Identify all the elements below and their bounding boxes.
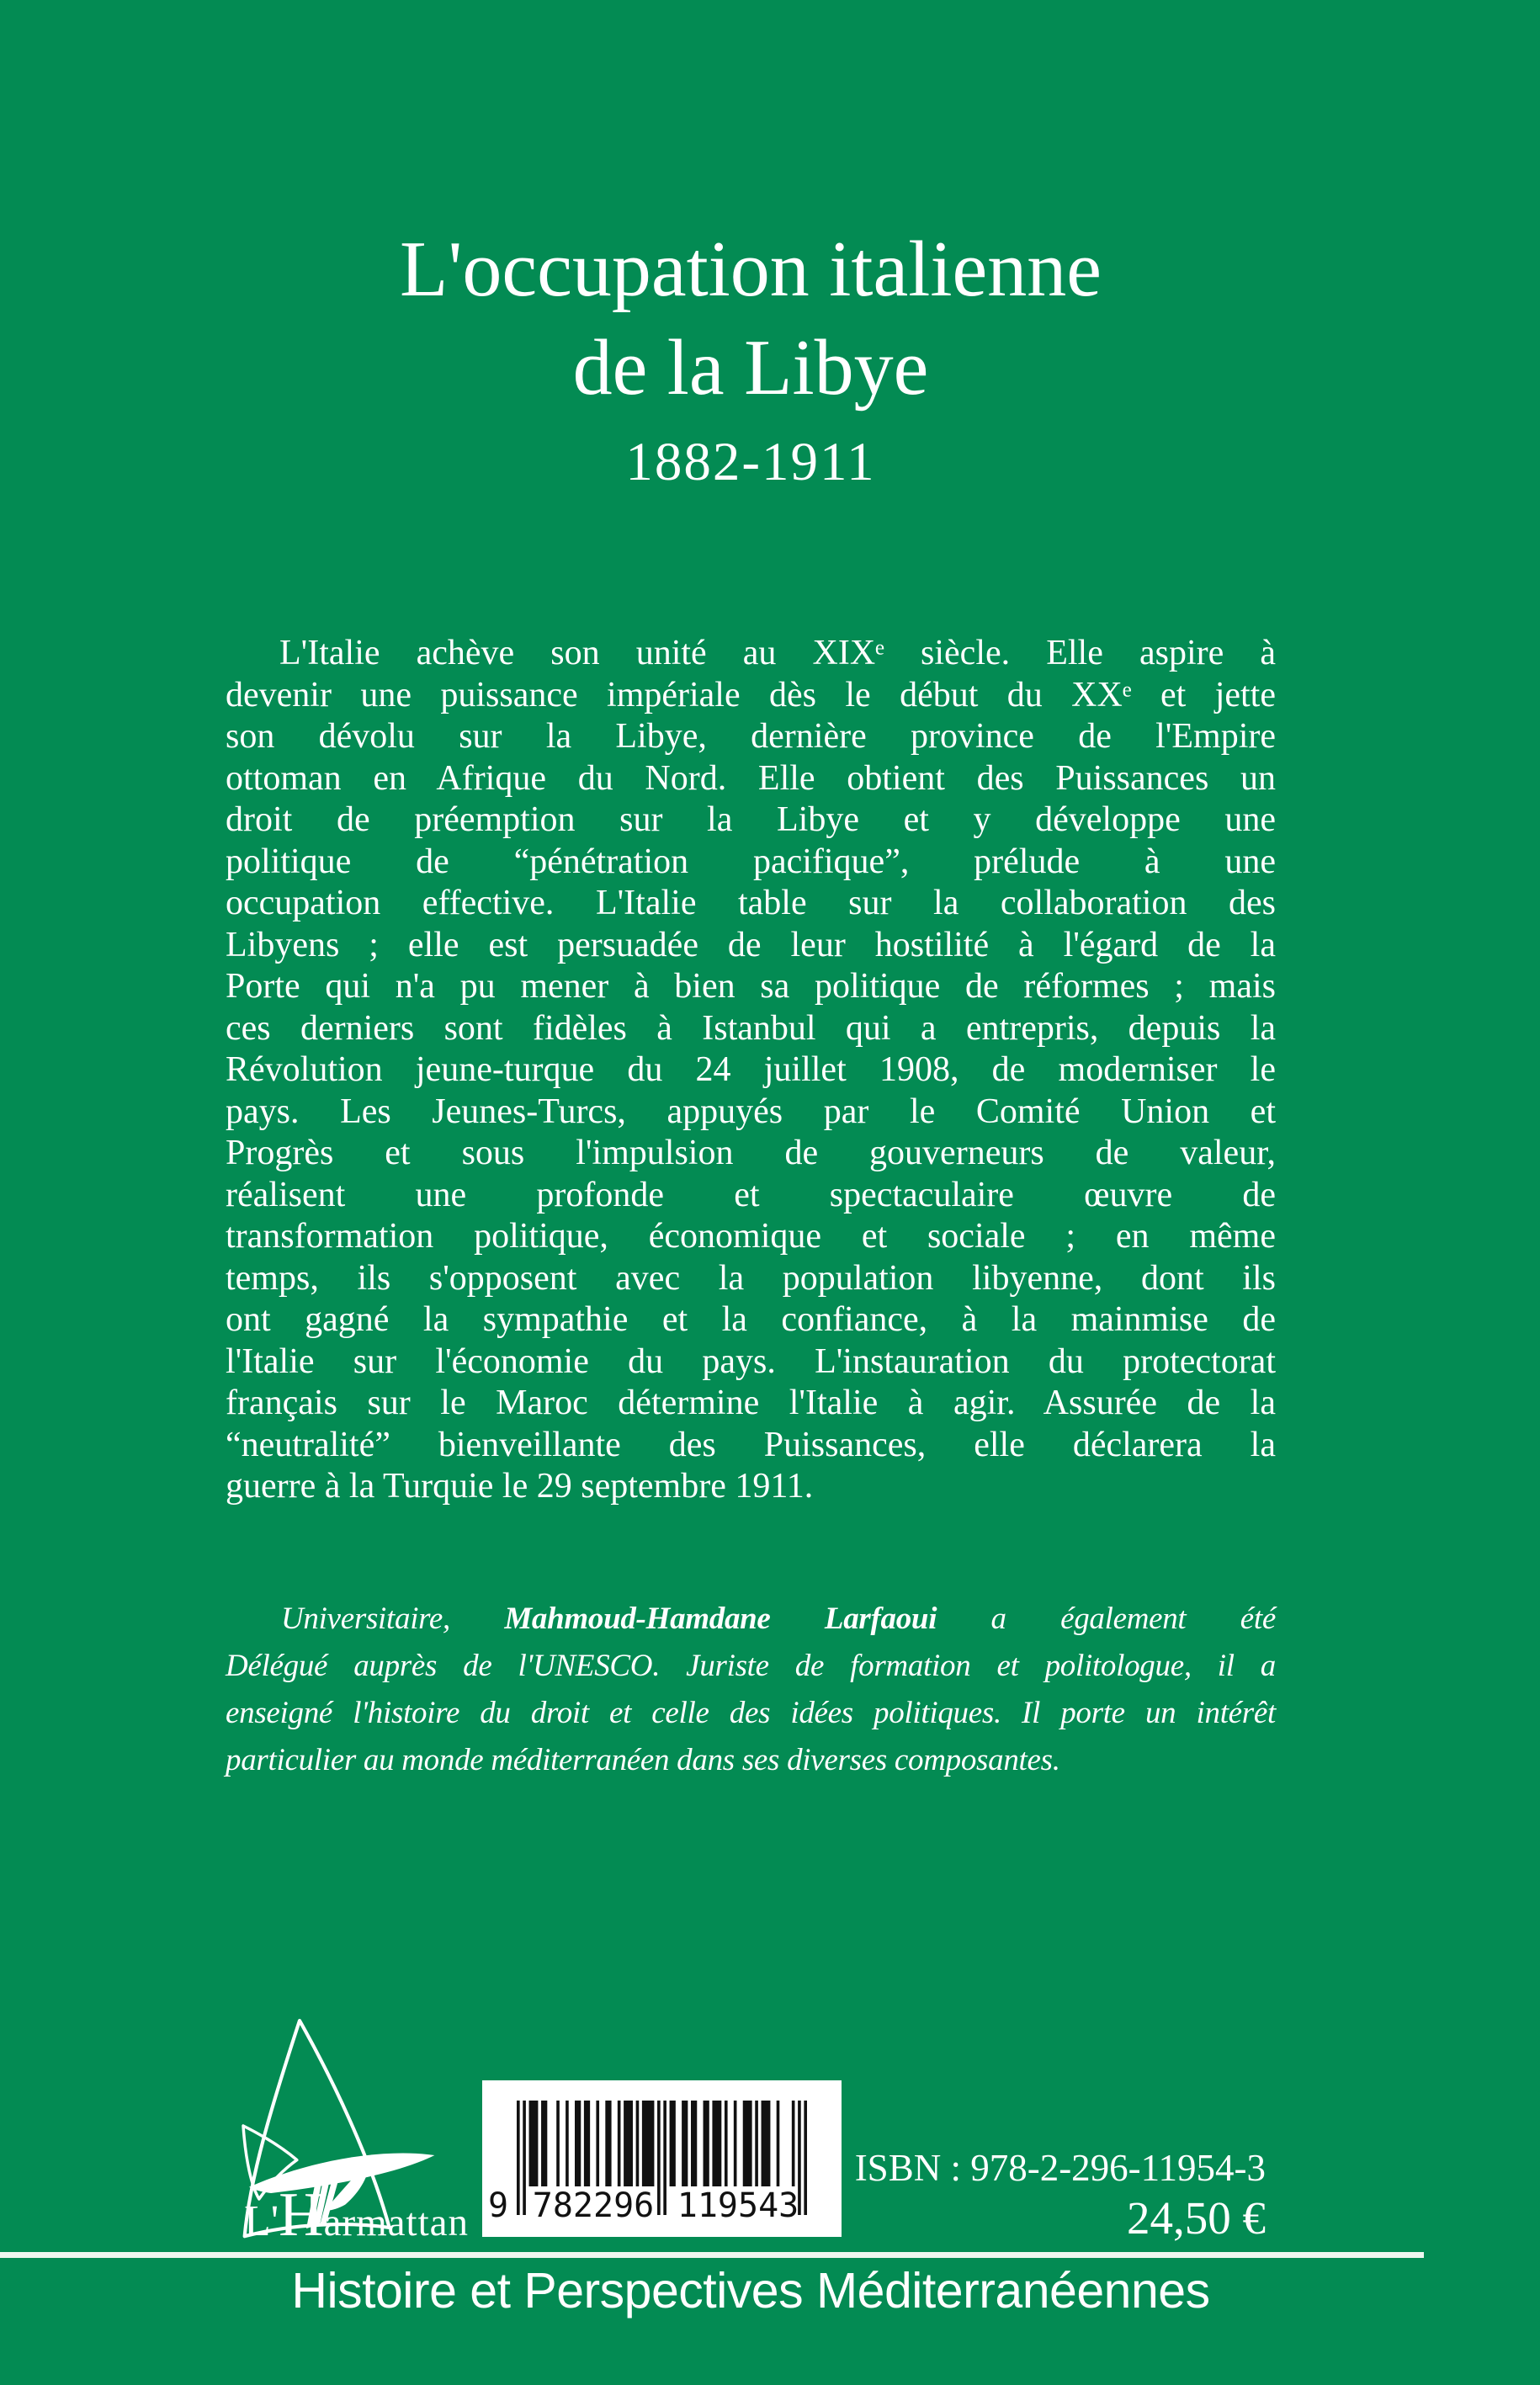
body-line: transformation politique, économique et sociale ; en même bbox=[226, 1217, 1276, 1256]
bio-line-1 bbox=[226, 1596, 1276, 1643]
body-line: Révolution jeune-turque du 24 juillet 1908, de moderniser le bbox=[226, 1050, 1276, 1089]
bio-line-4: particulier au monde méditerranéen dans ses diverses composantes. bbox=[226, 1743, 1060, 1777]
body-line: réalisent une profonde et spectaculaire œuvre de bbox=[226, 1175, 1276, 1214]
bio-line1-post: a également été bbox=[937, 1602, 1276, 1636]
author-bio bbox=[226, 1596, 1276, 1784]
body-line: Porte qui n'a pu mener à bien sa politique de réformes ; mais bbox=[226, 967, 1276, 1006]
title-block bbox=[226, 220, 1276, 497]
publisher-name-rest: armattan bbox=[323, 2201, 470, 2244]
barcode-digits-right: 119543 bbox=[677, 2186, 799, 2225]
body-line: L'Italie achève son unité au XIXᵉ siècle. Elle aspire à bbox=[279, 634, 1276, 672]
body-line: l'Italie sur l'économie du pays. L'instauration du protectorat bbox=[226, 1341, 1276, 1381]
series-banner: Histoire et Perspectives Méditerranéennes bbox=[291, 2263, 1210, 2319]
summary-text bbox=[226, 633, 1276, 1508]
body-line: ont gagné la sympathie et la confiance, à la mainmise de bbox=[226, 1300, 1276, 1339]
body-line: occupation effective. L'Italie table sur la collaboration des bbox=[226, 884, 1276, 922]
publisher-name bbox=[244, 2180, 469, 2251]
barcode-digits-left: 782296 bbox=[532, 2186, 655, 2225]
body-line: pays. Les Jeunes-Turcs, appuyés par le Comité Union et bbox=[226, 1092, 1276, 1131]
publisher-name-initial: H bbox=[279, 2180, 324, 2250]
body-line: politique de “pénétration pacifique”, prélude à une bbox=[226, 842, 1276, 881]
body-line: temps, ils s'opposent avec la population libyenne, dont ils bbox=[226, 1258, 1276, 1298]
body-line: Progrès et sous l'impulsion de gouverneurs de valeur, bbox=[226, 1134, 1276, 1172]
book-title-line1: L'occupation italienne bbox=[400, 226, 1102, 313]
bio-line1-pre: Universitaire, bbox=[281, 1602, 505, 1636]
book-title-line2: de la Libye bbox=[572, 323, 929, 412]
body-line: guerre à la Turquie le 29 septembre 1911. bbox=[226, 1467, 814, 1506]
barcode bbox=[482, 2080, 842, 2237]
bio-line-2: Délégué auprès de l'UNESCO. Juriste de formation et politologue, il a bbox=[226, 1649, 1276, 1683]
body-line: son dévolu sur la Libye, dernière province de l'Empire bbox=[226, 717, 1276, 756]
body-line: droit de préemption sur la Libye et y développe une bbox=[226, 800, 1276, 839]
body-line: français sur le Maroc détermine l'Italie à agir. Assurée de la bbox=[226, 1384, 1276, 1422]
divider-line bbox=[0, 2252, 1424, 2258]
body-line: ces derniers sont fidèles à Istanbul qui a entrepris, depuis la bbox=[226, 1008, 1276, 1048]
price-text: 24,50 € bbox=[1127, 2192, 1266, 2244]
body-line: devenir une puissance impériale dès le début du XXᵉ et jette bbox=[226, 675, 1276, 714]
publisher-name-prefix: L' bbox=[244, 2197, 279, 2245]
isbn-text: ISBN : 978-2-296-11954-3 bbox=[854, 2147, 1266, 2189]
book-title-years: 1882-1911 bbox=[625, 432, 876, 493]
body-line: ottoman en Afrique du Nord. Elle obtient des Puissances un bbox=[226, 758, 1276, 798]
author-name: Mahmoud-Hamdane Larfaoui bbox=[504, 1602, 937, 1636]
body-line: “neutralité” bienveillante des Puissances, elle déclarera la bbox=[226, 1425, 1276, 1464]
barcode-digit-leading: 9 bbox=[487, 2186, 509, 2225]
body-line: Libyens ; elle est persuadée de leur hostilité à l'égard de la bbox=[226, 925, 1276, 964]
bio-line-3: enseigné l'histoire du droit et celle des idées politiques. Il porte un intérêt bbox=[226, 1696, 1276, 1730]
